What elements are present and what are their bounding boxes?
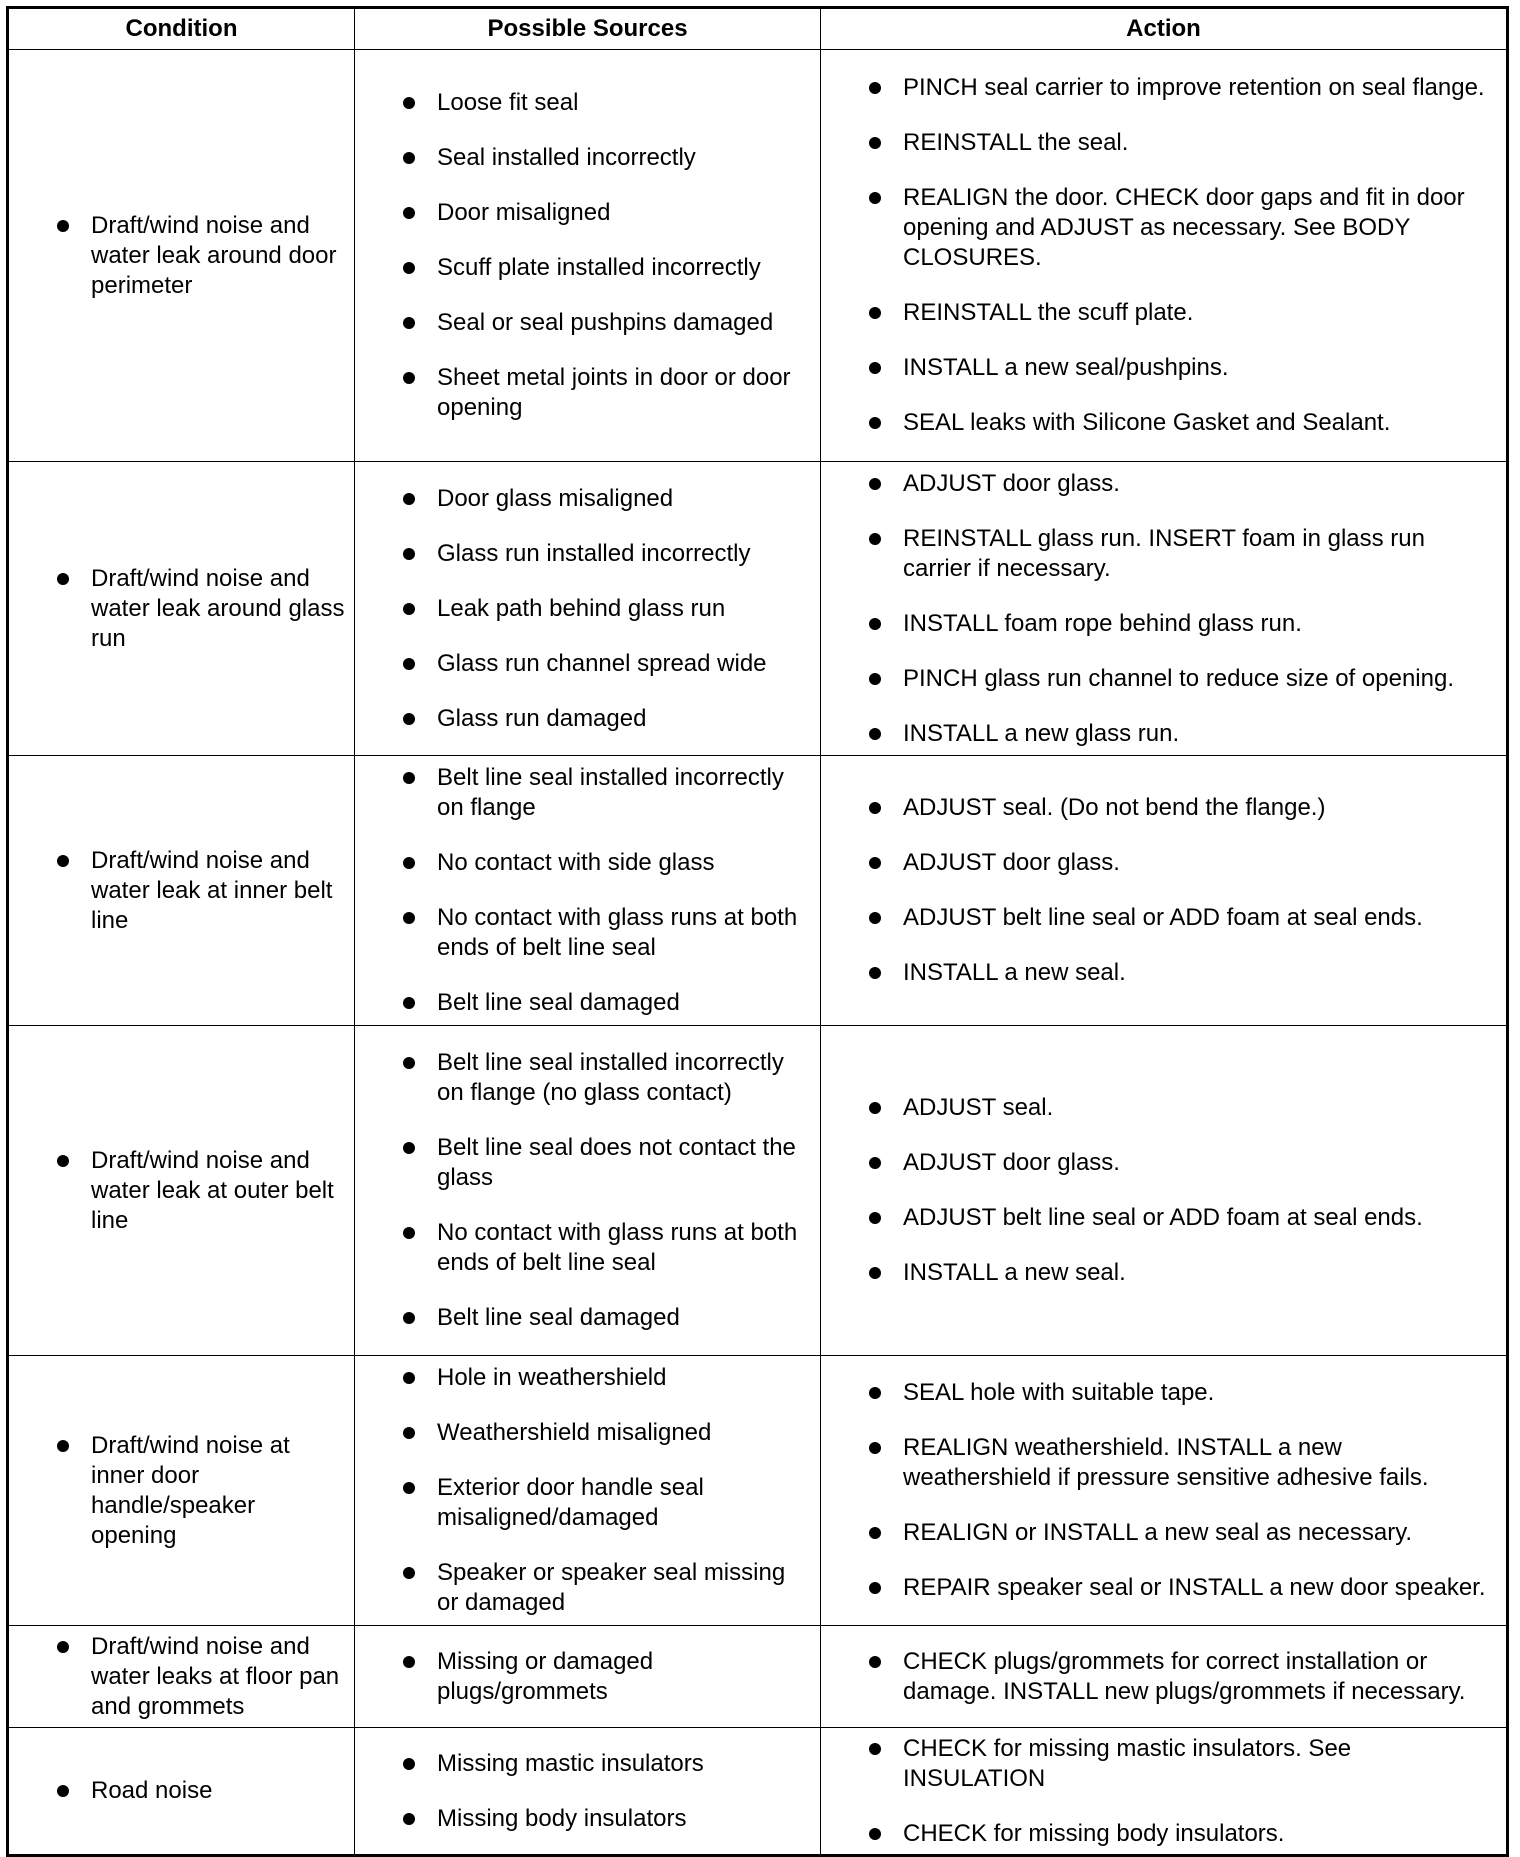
list-item [403, 198, 810, 228]
sources-cell-list [355, 1749, 820, 1834]
list-item-text: REALIGN the door. CHECK door gaps and fit in door opening and ADJUST as necessary. See BODY CLOSURES. [903, 184, 1465, 271]
list-item [869, 1093, 1496, 1123]
list-item [869, 524, 1496, 584]
sources-cell-list [355, 1048, 820, 1333]
list-item [869, 903, 1496, 933]
list-item-text: ADJUST belt line seal or ADD foam at seal ends. [903, 904, 1423, 931]
list-item [869, 1148, 1496, 1178]
bullet-icon [57, 855, 69, 867]
list-item [403, 1133, 810, 1193]
table-row [8, 756, 1508, 1026]
condition-text: Draft/wind noise and water leak around glass run [91, 564, 345, 652]
bullet-icon [403, 1656, 415, 1668]
sources-cell [355, 1626, 821, 1728]
sources-cell [355, 1356, 821, 1626]
list-item [869, 848, 1496, 878]
bullet-icon [403, 1372, 415, 1384]
condition-cell [8, 756, 355, 1026]
bullet-icon [403, 152, 415, 164]
list-item-text: INSTALL a new seal. [903, 959, 1126, 986]
bullet-icon [403, 493, 415, 505]
table-body [8, 50, 1508, 1856]
condition-list [9, 1431, 354, 1551]
bullet-icon [869, 1442, 881, 1454]
list-item [869, 1734, 1496, 1794]
list-item [403, 1303, 810, 1333]
list-item-text: Seal or seal pushpins damaged [437, 309, 774, 336]
list-item-text: CHECK for missing body insulators. [903, 1819, 1285, 1847]
list-item-text: Belt line seal damaged [437, 1304, 680, 1331]
bullet-icon [869, 1267, 881, 1279]
list-item [869, 1819, 1496, 1849]
list-item-text: Loose fit seal [437, 89, 579, 116]
list-item-text: Door glass misaligned [437, 484, 674, 512]
bullet-icon [403, 772, 415, 784]
actions-cell-list [821, 73, 1506, 438]
bullet-icon [403, 658, 415, 670]
condition-list [9, 1146, 354, 1236]
list-item-text: No contact with glass runs at both ends of belt line seal [437, 904, 798, 961]
list-item [869, 353, 1496, 383]
condition-list [9, 564, 354, 654]
table-row [8, 1626, 1508, 1728]
condition-cell [8, 462, 355, 756]
bullet-icon [403, 997, 415, 1009]
list-item [869, 183, 1496, 273]
list-item-text: ADJUST seal. [903, 1094, 1054, 1121]
bullet-icon [869, 728, 881, 740]
bullet-icon [869, 1828, 881, 1840]
list-item [869, 1258, 1496, 1288]
list-item-text: REINSTALL glass run. INSERT foam in glass run carrier if necessary. [903, 524, 1425, 582]
list-item-text: CHECK for missing mastic insulators. See INSULATION [903, 1734, 1352, 1792]
actions-cell-list [821, 1647, 1506, 1707]
bullet-icon [57, 1641, 69, 1653]
bullet-icon [403, 912, 415, 924]
list-item [57, 846, 346, 936]
list-item-text: Glass run damaged [437, 704, 647, 732]
condition-cell [8, 1356, 355, 1626]
actions-cell-list [821, 1734, 1506, 1849]
table-row [8, 1728, 1508, 1856]
bullet-icon [57, 220, 69, 232]
header-condition: Condition [8, 8, 355, 50]
bullet-icon [403, 1057, 415, 1069]
bullet-icon [403, 317, 415, 329]
bullet-icon [57, 1785, 69, 1797]
condition-text: Draft/wind noise and water leak at outer belt line [91, 1146, 334, 1234]
bullet-icon [57, 1155, 69, 1167]
bullet-icon [403, 1227, 415, 1239]
list-item [869, 1518, 1496, 1548]
list-item [57, 1776, 346, 1806]
bullet-icon [869, 307, 881, 319]
list-item [869, 793, 1496, 823]
sources-cell [355, 1026, 821, 1356]
list-item-text: INSTALL a new glass run. [903, 719, 1180, 747]
list-item [403, 1647, 810, 1707]
condition-text: Draft/wind noise and water leak at inner belt line [91, 846, 333, 934]
list-item [403, 88, 810, 118]
list-item-text: INSTALL foam rope behind glass run. [903, 609, 1302, 637]
list-item-text: INSTALL a new seal. [903, 1259, 1126, 1286]
bullet-icon [57, 1440, 69, 1452]
list-item-text: INSTALL a new seal/pushpins. [903, 354, 1229, 381]
bullet-icon [403, 603, 415, 615]
bullet-icon [403, 1142, 415, 1154]
sources-cell-list [355, 484, 820, 734]
list-item [403, 903, 810, 963]
sources-cell-list [355, 1363, 820, 1618]
list-item-text: PINCH seal carrier to improve retention on seal flange. [903, 74, 1485, 101]
bullet-icon [869, 912, 881, 924]
list-item-text: Seal installed incorrectly [437, 144, 696, 171]
actions-cell [821, 462, 1508, 756]
bullet-icon [403, 713, 415, 725]
actions-cell [821, 1626, 1508, 1728]
condition-list [9, 846, 354, 936]
bullet-icon [403, 857, 415, 869]
list-item [403, 594, 810, 624]
bullet-icon [403, 1758, 415, 1770]
list-item [869, 469, 1496, 499]
bullet-icon [57, 573, 69, 585]
sources-cell [355, 1728, 821, 1856]
actions-cell [821, 1026, 1508, 1356]
bullet-icon [403, 207, 415, 219]
list-item [869, 1573, 1496, 1603]
list-item-text: PINCH glass run channel to reduce size of opening. [903, 664, 1454, 692]
list-item [403, 1749, 810, 1779]
list-item-text: SEAL leaks with Silicone Gasket and Sealant. [903, 409, 1391, 436]
sources-cell [355, 462, 821, 756]
list-item [57, 1632, 346, 1722]
list-item [403, 1363, 810, 1393]
list-item-text: REPAIR speaker seal or INSTALL a new door speaker. [903, 1574, 1486, 1601]
list-item [869, 298, 1496, 328]
bullet-icon [403, 97, 415, 109]
condition-text: Draft/wind noise at inner door handle/speaker opening [91, 1431, 290, 1549]
list-item [403, 1558, 810, 1618]
bullet-icon [869, 1387, 881, 1399]
list-item-text: Scuff plate installed incorrectly [437, 254, 761, 281]
bullet-icon [869, 137, 881, 149]
list-item-text: Glass run channel spread wide [437, 649, 767, 677]
list-item [869, 128, 1496, 158]
condition-list [9, 211, 354, 301]
table-row [8, 50, 1508, 462]
list-item-text: Door misaligned [437, 199, 611, 226]
bullet-icon [869, 82, 881, 94]
list-item-text: Belt line seal installed incorrectly on flange [437, 764, 784, 821]
list-item [403, 1473, 810, 1533]
list-item-text: Sheet metal joints in door or door opening [437, 364, 791, 421]
bullet-icon [403, 372, 415, 384]
list-item-text: Belt line seal damaged [437, 989, 680, 1016]
list-item-text: Exterior door handle seal misaligned/damaged [437, 1474, 704, 1531]
bullet-icon [869, 673, 881, 685]
list-item [57, 1146, 346, 1236]
actions-cell [821, 756, 1508, 1026]
list-item [403, 253, 810, 283]
list-item-text: No contact with glass runs at both ends of belt line seal [437, 1219, 798, 1276]
list-item-text: Belt line seal does not contact the glass [437, 1134, 796, 1191]
list-item [403, 1418, 810, 1448]
list-item [869, 1433, 1496, 1493]
actions-cell [821, 1728, 1508, 1856]
list-item-text: ADJUST door glass. [903, 1149, 1120, 1176]
list-item-text: Belt line seal installed incorrectly on flange (no glass contact) [437, 1049, 784, 1106]
bullet-icon [869, 1102, 881, 1114]
bullet-icon [403, 548, 415, 560]
list-item [403, 1218, 810, 1278]
list-item [869, 1378, 1496, 1408]
list-item [403, 143, 810, 173]
condition-cell [8, 1626, 355, 1728]
table-row [8, 1356, 1508, 1626]
list-item-text: Speaker or speaker seal missing or damaged [437, 1559, 786, 1616]
bullet-icon [403, 262, 415, 274]
table-row [8, 462, 1508, 756]
bullet-icon [403, 1482, 415, 1494]
list-item [403, 363, 810, 423]
list-item-text: REALIGN or INSTALL a new seal as necessary. [903, 1519, 1413, 1546]
list-item [869, 73, 1496, 103]
list-item-text: Glass run installed incorrectly [437, 539, 751, 567]
list-item-text: Weathershield misaligned [437, 1419, 712, 1446]
list-item-text: Missing body insulators [437, 1804, 687, 1832]
list-item-text: ADJUST seal. (Do not bend the flange.) [903, 794, 1326, 821]
bullet-icon [403, 1813, 415, 1825]
bullet-icon [869, 802, 881, 814]
list-item [869, 1203, 1496, 1233]
list-item [57, 211, 346, 301]
actions-cell [821, 50, 1508, 462]
header-action: Action [821, 8, 1508, 50]
list-item [403, 308, 810, 338]
list-item-text: Hole in weathershield [437, 1364, 667, 1391]
list-item [57, 564, 346, 654]
list-item-text: ADJUST door glass. [903, 849, 1120, 876]
bullet-icon [869, 192, 881, 204]
condition-cell [8, 50, 355, 462]
sources-cell-list [355, 88, 820, 423]
list-item [869, 958, 1496, 988]
list-item [403, 848, 810, 878]
bullet-icon [869, 1157, 881, 1169]
list-item-text: Missing or damaged plugs/grommets [437, 1647, 654, 1705]
bullet-icon [869, 1656, 881, 1668]
list-item-text: REINSTALL the seal. [903, 129, 1129, 156]
bullet-icon [869, 533, 881, 545]
list-item [403, 763, 810, 823]
list-item [403, 484, 810, 514]
list-item [57, 1431, 346, 1551]
condition-cell [8, 1026, 355, 1356]
actions-cell-list [821, 1093, 1506, 1288]
condition-text: Draft/wind noise and water leak around door perimeter [91, 211, 337, 299]
actions-cell-list [821, 469, 1506, 749]
bullet-icon [869, 1743, 881, 1755]
bullet-icon [869, 1582, 881, 1594]
actions-cell-list [821, 1378, 1506, 1603]
list-item [403, 539, 810, 569]
sources-cell [355, 756, 821, 1026]
list-item [403, 1048, 810, 1108]
sources-cell-list [355, 763, 820, 1018]
list-item-text: No contact with side glass [437, 849, 715, 876]
list-item [869, 664, 1496, 694]
list-item-text: REINSTALL the scuff plate. [903, 299, 1194, 326]
actions-cell-list [821, 793, 1506, 988]
bullet-icon [869, 618, 881, 630]
bullet-icon [869, 967, 881, 979]
list-item-text: Leak path behind glass run [437, 594, 726, 622]
condition-text: Draft/wind noise and water leaks at floor pan and grommets [91, 1632, 340, 1720]
condition-text: Road noise [91, 1777, 213, 1804]
bullet-icon [869, 857, 881, 869]
diagnosis-table [6, 6, 1509, 1857]
sources-cell [355, 50, 821, 462]
list-item [869, 408, 1496, 438]
condition-cell [8, 1728, 355, 1856]
list-item [403, 988, 810, 1018]
list-item [869, 609, 1496, 639]
header-possible-sources: Possible Sources [355, 8, 821, 50]
list-item [403, 649, 810, 679]
bullet-icon [403, 1427, 415, 1439]
condition-list [9, 1632, 354, 1722]
actions-cell [821, 1356, 1508, 1626]
list-item-text: Missing mastic insulators [437, 1749, 704, 1777]
list-item-text: SEAL hole with suitable tape. [903, 1379, 1215, 1406]
bullet-icon [869, 1527, 881, 1539]
bullet-icon [869, 362, 881, 374]
list-item [403, 704, 810, 734]
list-item [869, 719, 1496, 749]
list-item-text: CHECK plugs/grommets for correct installation or damage. INSTALL new plugs/grommets if necessary. [903, 1647, 1466, 1705]
bullet-icon [403, 1567, 415, 1579]
bullet-icon [869, 478, 881, 490]
header-row [8, 8, 1508, 50]
list-item [403, 1804, 810, 1834]
bullet-icon [869, 417, 881, 429]
list-item-text: ADJUST belt line seal or ADD foam at seal ends. [903, 1204, 1423, 1231]
bullet-icon [869, 1212, 881, 1224]
list-item-text: ADJUST door glass. [903, 469, 1120, 497]
list-item-text: REALIGN weathershield. INSTALL a new weathershield if pressure sensitive adhesive fails. [903, 1434, 1429, 1491]
table-row [8, 1026, 1508, 1356]
sources-cell-list [355, 1647, 820, 1707]
list-item [869, 1647, 1496, 1707]
bullet-icon [403, 1312, 415, 1324]
condition-list [9, 1776, 354, 1806]
